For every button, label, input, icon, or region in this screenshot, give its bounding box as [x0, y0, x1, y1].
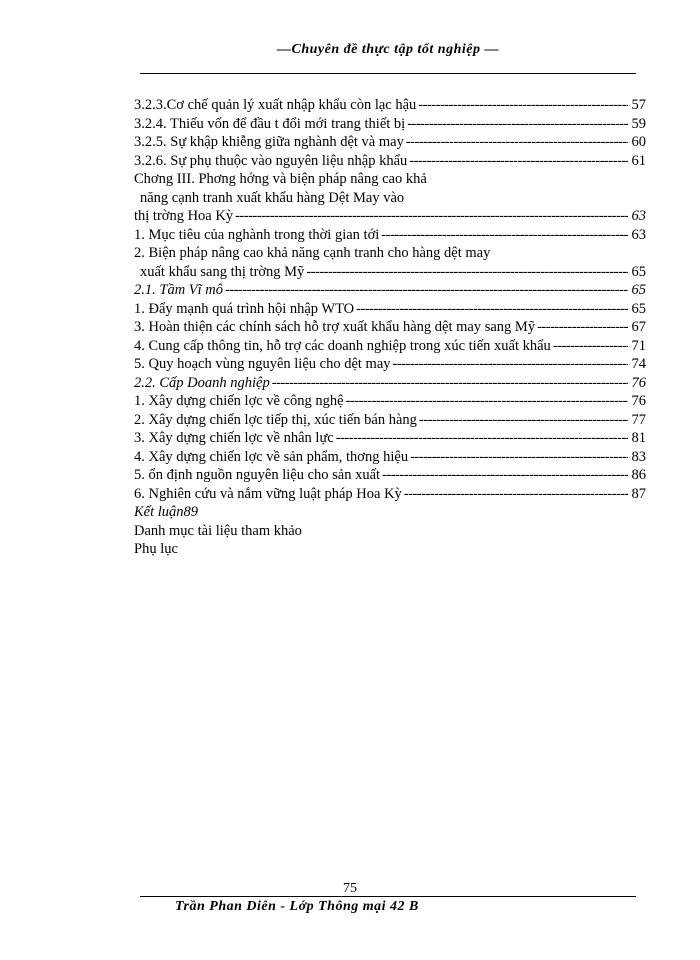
toc-entry-page: 67 — [631, 319, 646, 335]
toc-entry-page: 60 — [631, 134, 646, 150]
toc-entry-line: 2. Biện pháp nâng cao khả năng cạnh tranh cho hàng dệt may — [134, 245, 491, 261]
toc-entry — [134, 448, 646, 467]
toc-entry — [134, 337, 646, 356]
toc-entry-page: 63 — [631, 208, 646, 224]
toc-entry-page: 74 — [631, 356, 646, 372]
dot-leader — [402, 485, 628, 503]
toc-entry-title: xuất khẩu sang thị trờng Mỹ — [140, 263, 305, 280]
dot-leader — [354, 300, 628, 318]
dot-leader — [416, 96, 628, 114]
toc-entry-page: 57 — [631, 97, 646, 113]
dot-leader — [304, 263, 628, 281]
toc-entry-page: 71 — [631, 337, 646, 354]
running-header: —Chuyên đề thực tập tốt nghiệp — — [277, 42, 499, 57]
dot-leader — [407, 152, 628, 170]
toc-entry — [134, 300, 646, 319]
chapter-heading-line: năng cạnh tranh xuất khẩu hàng Dệt May vào — [140, 189, 405, 206]
footer-rule — [140, 896, 636, 897]
toc-entry-title: 4. Xây dựng chiến lợc về sản phẩm, thơng hiệu — [134, 448, 409, 465]
toc-entry-page: 76 — [631, 393, 646, 409]
page-number: 75 — [343, 881, 357, 896]
toc-entry-title: 3.2.3.Cơ chế quản lý xuất nhập khẩu còn lạc hậu — [134, 97, 417, 113]
toc-entry-title: thị trờng Hoa Kỳ — [134, 208, 234, 224]
toc-entry-title: 1. Đẩy mạnh quá trình hội nhập WTO — [134, 300, 355, 317]
toc-entry-page: 63 — [631, 226, 646, 243]
toc-entry-title: 3. Xây dựng chiến lợc về nhân lực — [134, 430, 334, 446]
toc-entry-title: 3.2.4. Thiếu vốn để đầu t đổi mới trang thiết bị — [134, 115, 406, 132]
toc-entry — [134, 152, 646, 171]
toc-entry-title: 3. Hoàn thiện các chính sách hỗ trợ xuất khẩu hàng dệt may sang Mỹ — [134, 319, 536, 335]
toc-entry-page: 59 — [631, 115, 646, 132]
dot-leader — [344, 392, 628, 410]
toc-entry — [134, 392, 646, 411]
toc-entry-page: 83 — [631, 448, 646, 465]
toc-entry-page: 86 — [631, 467, 646, 483]
toc-entry-title: 2.2. Cấp Doanh nghiệp — [134, 374, 270, 391]
dot-leader — [270, 374, 628, 392]
toc-entry — [134, 115, 646, 134]
toc-entry — [134, 411, 646, 430]
dot-leader — [417, 411, 628, 429]
dot-leader — [551, 337, 628, 355]
table-of-contents — [134, 96, 646, 559]
toc-entry — [134, 281, 646, 300]
toc-entry-title: 1. Xây dựng chiến lợc về công nghệ — [134, 393, 344, 409]
toc-entry — [134, 466, 646, 485]
dot-leader — [334, 429, 628, 447]
running-footer: Trần Phan Diên - Lớp Thông mại 42 B — [175, 899, 419, 914]
toc-entry — [134, 226, 646, 245]
toc-entry-title: 5. Quy hoạch vùng nguyên liệu cho dệt may — [134, 356, 391, 372]
dot-leader — [379, 226, 628, 244]
toc-entry — [134, 318, 646, 337]
toc-entry-page: 61 — [631, 152, 646, 169]
chapter-heading-line: Chơng III. Phơng hớng và biện pháp nâng cao khả — [134, 171, 427, 187]
dot-leader — [408, 448, 628, 466]
toc-entry-title: 6. Nghiên cứu và nắm vững luật pháp Hoa Kỳ — [134, 485, 402, 502]
toc-entry-page: 65 — [631, 300, 646, 317]
header-rule — [140, 73, 636, 74]
toc-entry — [134, 207, 646, 226]
toc-entry-title: 2.1. Tầm Vĩ mô — [134, 282, 224, 298]
dot-leader — [391, 355, 628, 373]
toc-entry-title: 2. Xây dựng chiến lợc tiếp thị, xúc tiến bán hàng — [134, 411, 417, 428]
dot-leader — [223, 281, 628, 299]
toc-entry-title: 1. Mục tiêu của nghành trong thời gian tới — [134, 226, 380, 243]
toc-entry-page: 76 — [631, 374, 646, 391]
toc-entry-page: 65 — [631, 263, 646, 280]
toc-entry-title: 5. ổn định nguồn nguyên liệu cho sản xuất — [134, 467, 381, 483]
dot-leader — [535, 318, 628, 336]
toc-entry — [134, 355, 646, 374]
toc-appendix: Phụ lục — [134, 541, 178, 557]
toc-entry-page: 81 — [631, 430, 646, 446]
toc-entry-page: 65 — [631, 282, 646, 298]
toc-entry — [134, 96, 646, 115]
dot-leader — [405, 115, 628, 133]
toc-references: Danh mục tài liệu tham khảo — [134, 522, 302, 539]
toc-entry — [134, 374, 646, 393]
dot-leader — [233, 207, 628, 225]
toc-entry — [134, 133, 646, 152]
toc-entry-title: 3.2.5. Sự khập khiễng giữa nghành dệt và may — [134, 134, 404, 150]
toc-entry-title: 4. Cung cấp thông tin, hỗ trợ các doanh nghiệp trong xúc tiến xuất khẩu — [134, 337, 551, 354]
toc-entry-page: 87 — [631, 485, 646, 502]
toc-entry — [134, 429, 646, 448]
dot-leader — [404, 133, 628, 151]
dot-leader — [380, 466, 628, 484]
toc-entry — [134, 485, 646, 504]
toc-entry-page: 77 — [631, 411, 646, 428]
toc-entry-title: 3.2.6. Sự phụ thuộc vào nguyên liệu nhập khẩu — [134, 152, 408, 169]
toc-entry — [134, 263, 646, 282]
toc-conclusion: Kết luận89 — [134, 504, 199, 520]
